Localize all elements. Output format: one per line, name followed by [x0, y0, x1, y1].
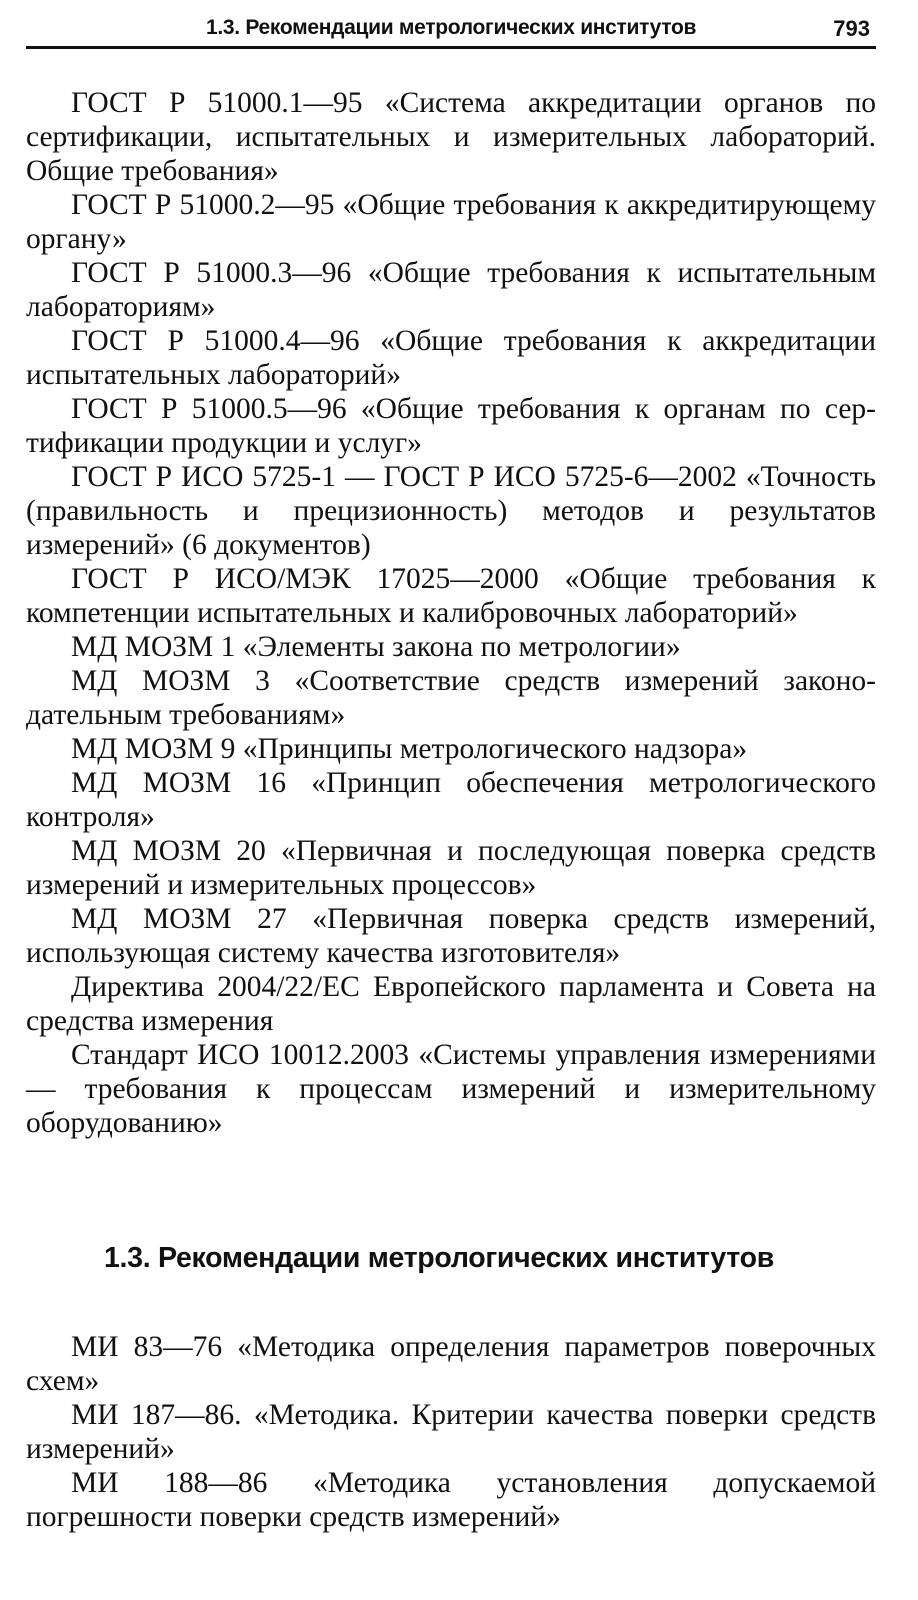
- running-title: 1.3. Рекомендации метрологических институтов: [206, 16, 697, 39]
- list-item: ГОСТ Р ИСО/МЭК 17025—2000 «Общие требования к компетенции испытательных и калибровочных лабораторий»: [26, 563, 876, 629]
- recommendations-list: [26, 1330, 876, 1534]
- list-item: МД МОЗМ 27 «Первичная поверка средств измерений, использующая систему качества изготовителя»: [26, 903, 876, 969]
- section-heading: 1.3. Рекомендации метрологических институтов: [104, 1242, 774, 1274]
- list-item: МД МОЗМ 9 «Принципы метрологического надзора»: [71, 733, 748, 765]
- list-item: ГОСТ Р 51000.2—95 «Общие требования к аккредитирующему органу»: [26, 189, 876, 255]
- list-item: МИ 188—86 «Методика установления допускаемой погрешности поверки средств измерений»: [26, 1467, 876, 1533]
- list-item: ГОСТ Р ИСО 5725-1 — ГОСТ Р ИСО 5725-6—2002 «Точность (правильность и прецизионность) методов и результатов измерений» (6 документов): [26, 461, 876, 561]
- list-item: МИ 187—86. «Методика. Критерии качества поверки средств измерений»: [26, 1399, 876, 1465]
- running-header: [26, 14, 876, 49]
- list-item: МД МОЗМ 20 «Первичная и последующая поверка средств измерений и измерительных процессов»: [26, 835, 876, 901]
- list-item: ГОСТ Р 51000.3—96 «Общие требования к испытательным лабораториям»: [26, 257, 876, 323]
- list-item: Директива 2004/22/ЕС Европейского парламента и Совета на средства измерения: [26, 971, 876, 1037]
- list-item: МД МОЗМ 1 «Элементы закона по метрологии»: [71, 631, 681, 663]
- page-number: 793: [833, 16, 870, 41]
- list-item: ГОСТ Р 51000.1—95 «Система аккредитации органов по сертификации, испытательных и измерительных лабораторий. Общие требования»: [26, 87, 876, 187]
- list-item: ГОСТ Р 51000.4—96 «Общие требования к аккредитации испытательных лабораторий»: [26, 325, 876, 391]
- list-item: ГОСТ Р 51000.5—96 «Общие требования к органам по сертификации продукции и услуг»: [26, 393, 876, 459]
- list-item: МИ 83—76 «Методика определения параметров поверочных схем»: [26, 1331, 876, 1397]
- standards-list: [26, 86, 876, 1140]
- list-item: МД МОЗМ 16 «Принцип обеспечения метрологического контроля»: [26, 767, 876, 833]
- list-item: МД МОЗМ 3 «Соответствие средств измерений законодательным требованиям»: [26, 665, 876, 731]
- list-item: Стандарт ИСО 10012.2003 «Системы управления измерениями — требования к процессам измерений и измерительному оборудованию»: [26, 1039, 876, 1139]
